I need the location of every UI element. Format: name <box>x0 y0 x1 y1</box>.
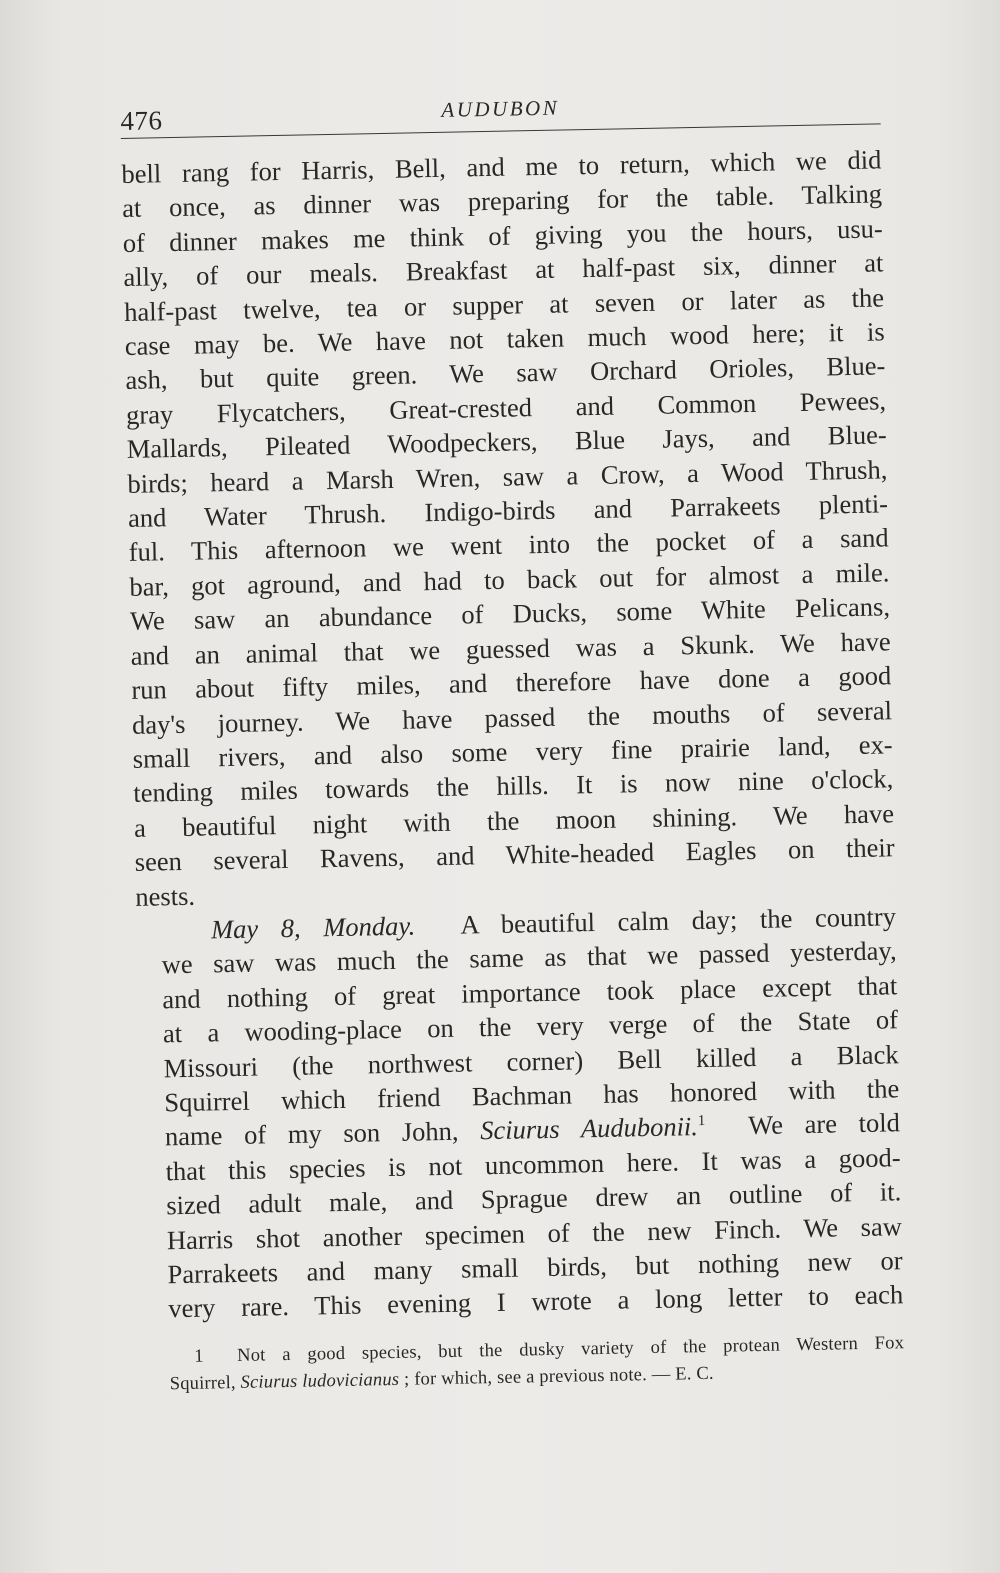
text-line: a beautiful night with the moon shining. We have <box>133 797 895 843</box>
text-line: birds; heard a Marsh Wren, saw a Crow, a Wood Thrush, <box>127 453 888 499</box>
paragraph-2 <box>161 899 904 1326</box>
date-heading: May 8, Monday. <box>210 910 416 945</box>
text-line: Missouri (the northwest corner) Bell killed a Black <box>163 1038 899 1083</box>
text-line: and nothing of great importance took place except that <box>162 969 898 1015</box>
text-line: Harris shot another specimen of the new Finch. We saw <box>166 1210 903 1255</box>
footnote <box>169 1330 905 1398</box>
text-line: and Water Thrush. Indigo-birds and Parrakeets plenti- <box>127 488 889 533</box>
paragraph-1 <box>121 142 895 913</box>
name-line-prefix: name of my son John, <box>164 1116 459 1152</box>
text-line: sized adult male, and Sprague drew an outline of it. <box>166 1176 902 1221</box>
footnote-text: Not a good species, but the dusky variety of the protean Western Fox <box>236 1332 905 1366</box>
text-line: we saw was much the same as that we passed yesterday, <box>161 935 897 980</box>
text-line: bell rang for Harris, Bell, and me to return, which we did <box>121 144 882 189</box>
text-line: case may be. We have not taken much wood here; it is <box>124 316 885 361</box>
footnote-text: Squirrel, <box>169 1372 236 1395</box>
footnote-marker: 1 <box>697 1113 706 1130</box>
running-title: AUDUBON <box>441 95 560 122</box>
text-line: small rivers, and also some very fine prairie land, ex- <box>132 729 893 774</box>
text-line: at a wooding-place on the very verge of the State of <box>162 1004 899 1049</box>
text-line: day's journey. We have passed the mouths of several <box>131 694 893 740</box>
name-line-suffix: We are told <box>747 1107 901 1141</box>
first-line-rest: A beautiful calm day; the country <box>460 901 897 940</box>
text-line: bar, got aground, and had to back out for almost a mile. <box>129 557 890 602</box>
text-line: run about fifty miles, and therefore have done a good <box>131 660 892 705</box>
species-name: Sciurus Audubonii. <box>479 1111 699 1146</box>
body-text <box>121 142 903 1326</box>
text-line: very rare. This evening I wrote a long letter to each <box>168 1279 904 1324</box>
text-line: tending miles towards the hills. It is now nine o'clock, <box>133 763 894 809</box>
text-line: We saw an abundance of Ducks, some White Pelicans, <box>129 591 891 637</box>
text-block <box>120 81 905 1398</box>
text-line: ally, of our meals. Breakfast at half-past six, dinner at <box>123 247 884 293</box>
text-line: Parrakeets and many small birds, but nothing new or <box>167 1245 903 1290</box>
text-line: ash, but quite green. We saw Orchard Orioles, Blue- <box>125 350 886 396</box>
text-line: of dinner makes me think of giving you the hours, usu- <box>122 213 883 258</box>
running-head <box>120 81 881 139</box>
text-line: at once, as dinner was preparing for the table. Talking <box>121 178 883 224</box>
footnote-text: ; for which, see a previous note. — E. C. <box>403 1363 714 1390</box>
text-line: and an animal that we guessed was a Skunk. We have <box>130 625 891 671</box>
page-number: 476 <box>120 105 163 136</box>
text-line: Squirrel which friend Bachman has honored with the <box>164 1073 900 1118</box>
text-line: nests. <box>135 880 196 912</box>
text-line: half-past twelve, tea or supper at seven or later as the <box>123 281 885 327</box>
text-line: gray Flycatchers, Great-crested and Common Pewees, <box>125 385 887 430</box>
text-line: that this species is not uncommon here. It was a good- <box>165 1141 901 1187</box>
text-line: seen several Ravens, and White-headed Eagles on their <box>134 832 895 877</box>
text-line: ful. This afternoon we went into the pocket of a sand <box>128 522 889 568</box>
footnote-species-name: Sciurus ludovicianus <box>240 1369 400 1393</box>
text-line: Mallards, Pileated Woodpeckers, Blue Jays, and Blue- <box>126 419 887 465</box>
footnote-number: 1 <box>194 1346 204 1367</box>
